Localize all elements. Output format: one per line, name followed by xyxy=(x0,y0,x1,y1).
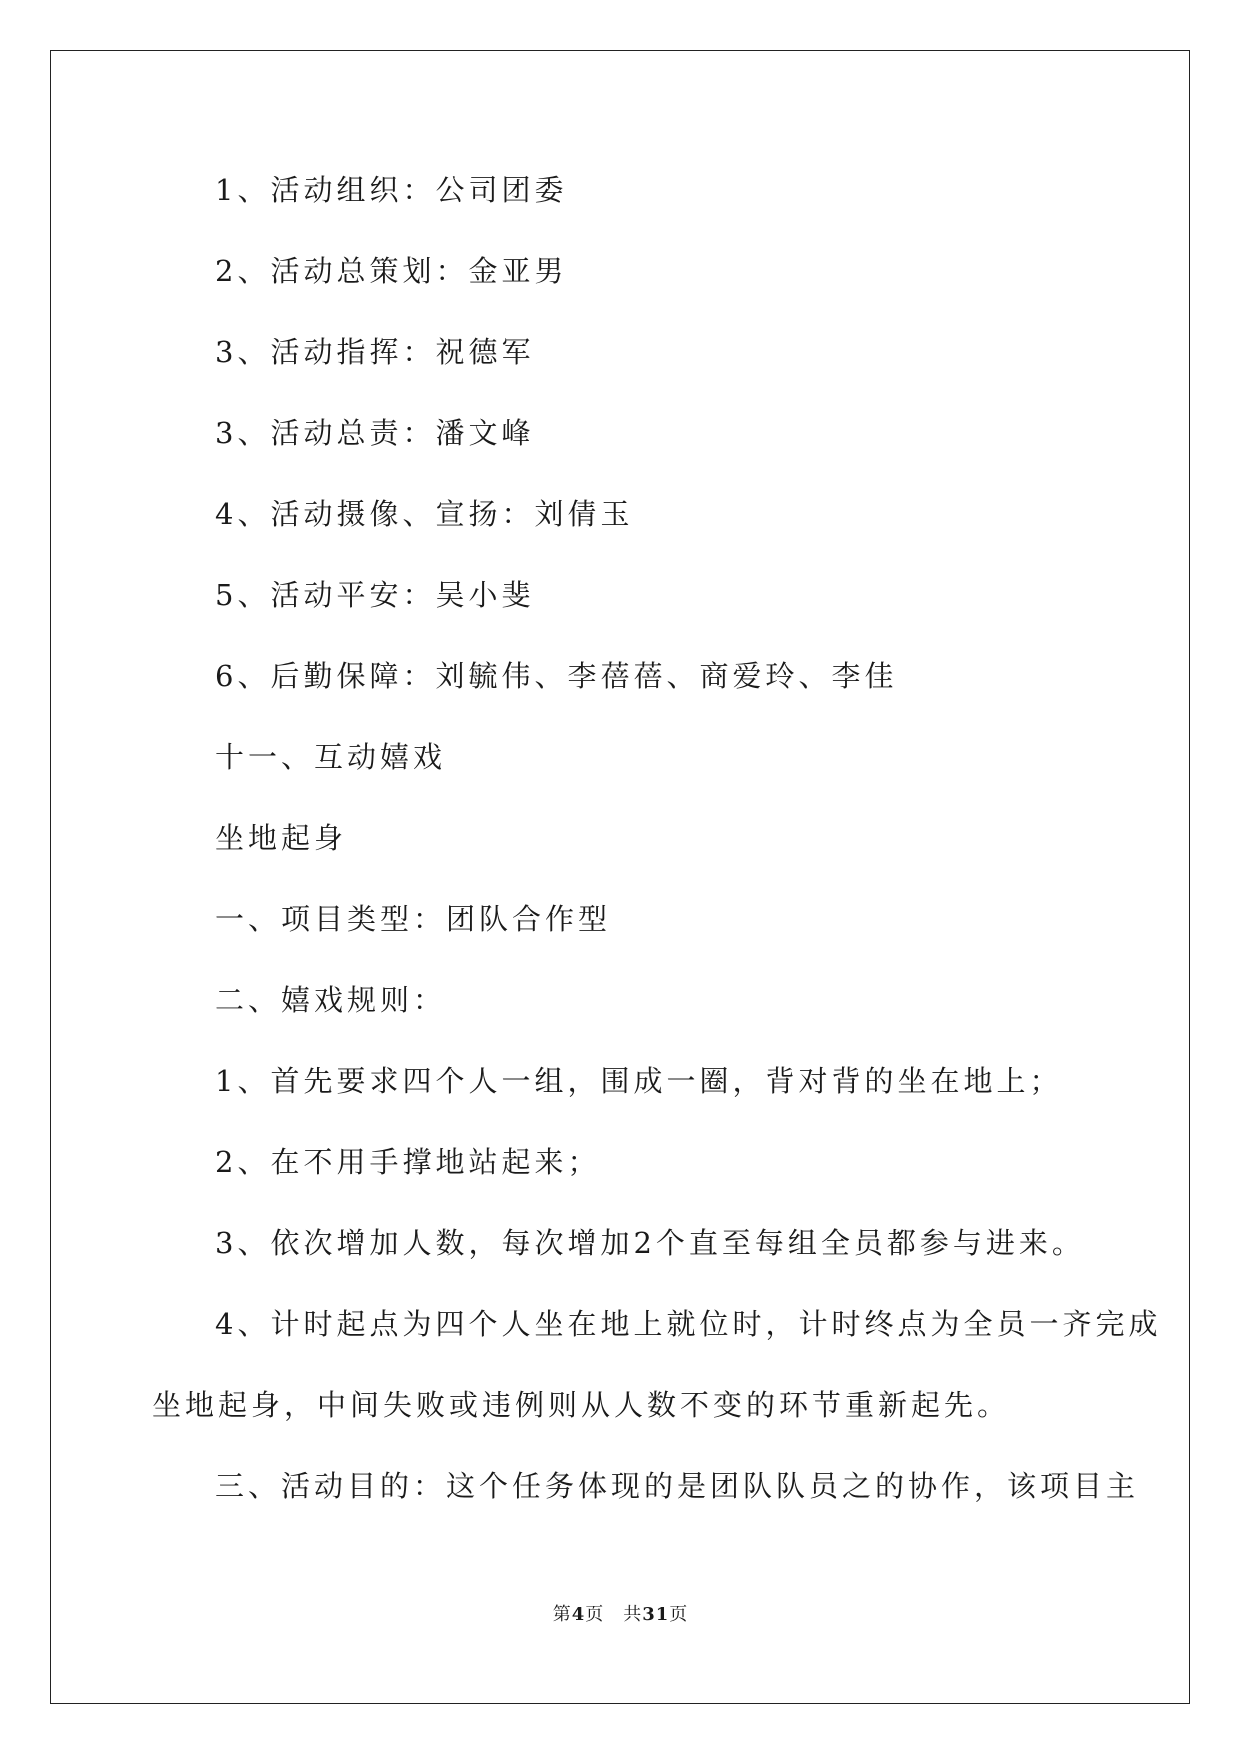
footer-page-number: 4 xyxy=(571,1604,586,1625)
text-line: 三、活动目的：这个任务体现的是团队队员之的协作，该项目主 xyxy=(215,1469,1140,1503)
text-line: 6、后勤保障：刘毓伟、李蓓蓓、商爱玲、李佳 xyxy=(215,659,898,693)
text-line: 3、依次增加人数，每次增加2个直至每组全员都参与进来。 xyxy=(215,1226,1085,1260)
text-line: 4、活动摄像、宣扬：刘倩玉 xyxy=(215,497,634,531)
footer-total-pages: 31 xyxy=(642,1604,670,1625)
text-line: 2、活动总策划：金亚男 xyxy=(215,254,568,288)
text-line: 3、活动总责：潘文峰 xyxy=(215,416,535,450)
text-line: 2、在不用手撑地站起来； xyxy=(215,1145,601,1179)
text-line: 5、活动平安：吴小斐 xyxy=(215,578,535,612)
text-line: 1、活动组织：公司团委 xyxy=(215,173,568,207)
subsection-title: 坐地起身 xyxy=(215,821,348,855)
page-footer xyxy=(0,1600,1241,1626)
text-line: 二、嬉戏规则： xyxy=(215,983,447,1017)
text-line: 1、首先要求四个人一组，围成一圈，背对背的坐在地上； xyxy=(215,1064,1063,1098)
text-line: 4、计时起点为四个人坐在地上就位时，计时终点为全员一齐完成 xyxy=(215,1307,1162,1341)
footer-prefix: 第 xyxy=(552,1604,572,1625)
footer-mid: 页 共 xyxy=(585,1604,643,1625)
text-line: 坐地起身，中间失败或违例则从人数不变的环节重新起先。 xyxy=(152,1388,1011,1422)
footer-suffix: 页 xyxy=(669,1604,689,1625)
text-line: 一、项目类型：团队合作型 xyxy=(215,902,612,936)
section-heading: 十一、互动嬉戏 xyxy=(215,740,447,774)
text-line: 3、活动指挥：祝德军 xyxy=(215,335,535,369)
page-border xyxy=(50,50,1190,1704)
